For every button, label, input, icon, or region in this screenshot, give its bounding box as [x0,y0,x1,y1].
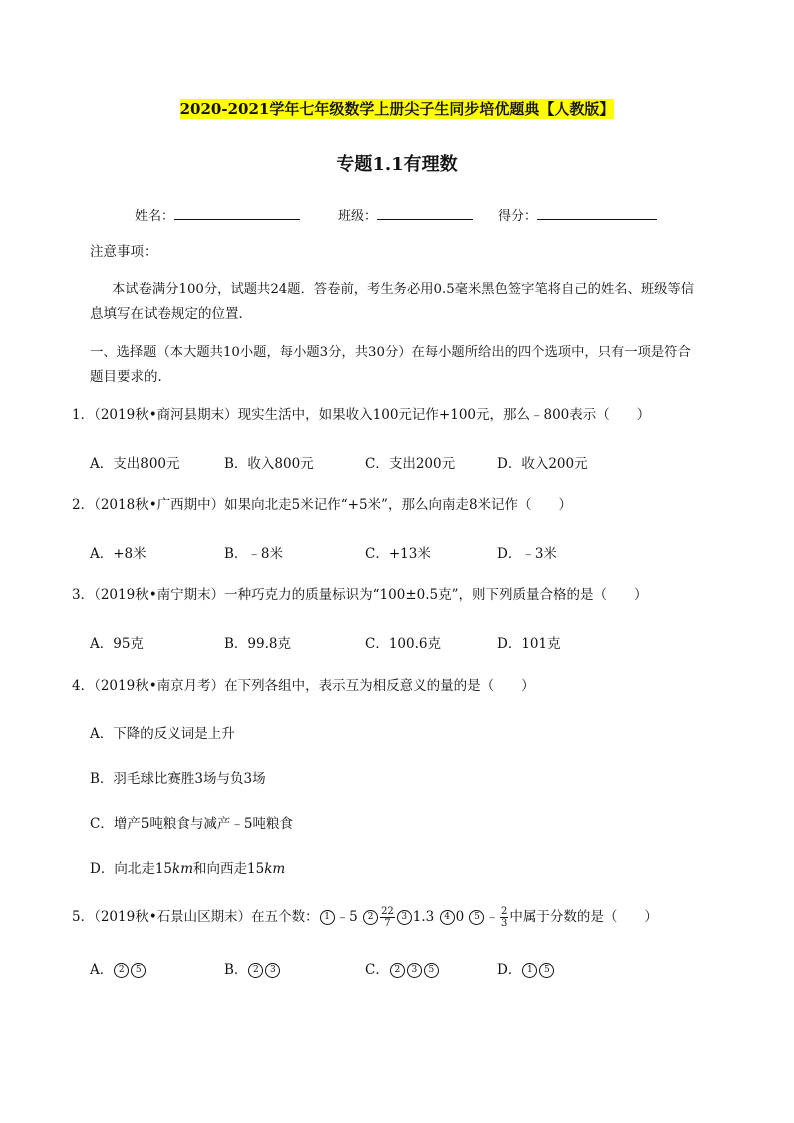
q5-stem-prefix: 5．（2019秋•石景山区期末）在五个数： [72,909,319,925]
q1-option-c[interactable]: C．支出200元 [365,456,456,472]
circled-number-5: 5 [131,963,146,978]
fraction-22-7 [380,906,395,929]
q5-option-a[interactable] [90,958,147,978]
q5-option-d[interactable] [497,958,555,978]
q3-option-b[interactable]: B．99.8克 [224,636,291,652]
fraction-numerator: 22 [381,906,394,917]
circled-number-2: 2 [390,963,405,978]
circled-number-4: 4 [440,910,455,925]
q3-option-d[interactable]: D．101克 [497,636,561,652]
q5-option-b-label: B． [224,962,248,978]
class-label: 班级： [338,209,378,224]
question-5-stem [72,900,658,934]
fraction-2-3 [500,906,508,929]
circled-number-1: 1 [320,910,335,925]
circled-number-2: 2 [363,910,378,925]
q2-option-b[interactable]: B．﹣8米 [224,546,284,562]
notice-line-1: 本试卷满分100分，试题共24题．答卷前，考生务必用0.5毫米黑色签字笔将自己的姓名、班级等信 [112,282,695,297]
q5-option-b[interactable] [224,958,281,978]
header-text: 学年七年级数学上册尖子生同步培优题典【人教版】 [269,100,615,118]
q5-option-d-label: D． [497,962,522,978]
name-label: 姓名： [135,209,175,224]
fraction-denominator: 3 [500,918,508,929]
document-header [0,98,794,119]
class-blank[interactable] [377,207,473,220]
q5-option-a-label: A． [90,962,114,978]
km-unit: km [264,861,286,877]
q5-value-1: ﹣5 [335,909,358,925]
circled-number-1: 1 [522,963,537,978]
q5-stem-suffix: 中属于分数的是（ ） [509,909,658,925]
q1-option-d[interactable]: D．收入200元 [497,456,588,472]
circled-number-5: 5 [539,963,554,978]
q5-value-3: 1.3 [412,909,435,925]
km-unit: km [172,861,193,877]
name-blank[interactable] [174,207,300,220]
circled-number-5: 5 [424,963,439,978]
circled-number-2: 2 [114,963,129,978]
q1-option-a[interactable]: A．支出800元 [90,456,180,472]
q2-option-c[interactable]: C．+13米 [365,546,431,562]
q3-option-a[interactable]: A．95克 [90,636,144,652]
q5-option-c[interactable] [365,958,440,978]
section-heading-line-1: 一、选择题（本大题共10小题，每小题3分，共30分）在每小题所给出的四个选项中，只有一项是符合 [90,345,691,360]
fraction-numerator: 2 [500,906,508,917]
notice-line-2: 息填写在试卷规定的位置． [90,306,252,322]
score-blank[interactable] [537,207,657,220]
circled-number-3: 3 [397,910,412,925]
question-3-stem: 3．（2019秋•南宁期末）一种巧克力的质量标识为“100±0.5克”，则下列质量合格的是（ ） [72,587,648,603]
q3-option-c[interactable]: C．100.6克 [365,636,441,652]
q4-option-d-part1: D．向北走15 [90,861,173,877]
score-field[interactable] [498,205,657,224]
header-years: 2020-2021 [179,100,270,118]
q4-option-d[interactable] [90,857,285,877]
question-2-stem: 2．（2018秋•广西期中）如果向北走5米记作“+5米”，那么向南走8米记作（ ） [72,497,573,513]
q2-option-a[interactable]: A．+8米 [90,546,147,562]
q4-option-a[interactable]: A．下降的反义词是上升 [90,726,235,742]
name-field[interactable] [135,205,300,224]
question-1-stem: 1．（2019秋•商河县期末）现实生活中，如果收入100元记作+100元，那么﹣800表示（ ） [72,407,651,423]
q4-option-d-part2: 和向西走15 [193,861,265,877]
notice-heading: 注意事项： [90,244,158,260]
q2-option-d[interactable]: D．﹣3米 [497,546,557,562]
score-label: 得分： [498,209,538,224]
fraction-denominator: 7 [384,918,391,929]
q1-option-b[interactable]: B．收入800元 [224,456,314,472]
circled-number-3: 3 [265,963,280,978]
q5-option-c-label: C． [365,962,389,978]
page-title: 专题1.1有理数 [336,154,458,175]
q5-value-5: ﹣ [485,909,499,925]
q5-value-4: 0 [455,909,465,925]
circled-number-2: 2 [248,963,263,978]
circled-number-5: 5 [469,910,484,925]
question-4-stem: 4．（2019秋•南京月考）在下列各组中，表示互为相反意义的量的是（ ） [72,678,535,694]
section-heading-line-2: 题目要求的． [90,369,171,385]
circled-number-3: 3 [407,963,422,978]
class-field[interactable] [338,205,473,224]
q4-option-c[interactable]: C．增产5吨粮食与减产﹣5吨粮食 [90,816,294,832]
q4-option-b[interactable]: B．羽毛球比赛胜3场与负3场 [90,771,266,787]
